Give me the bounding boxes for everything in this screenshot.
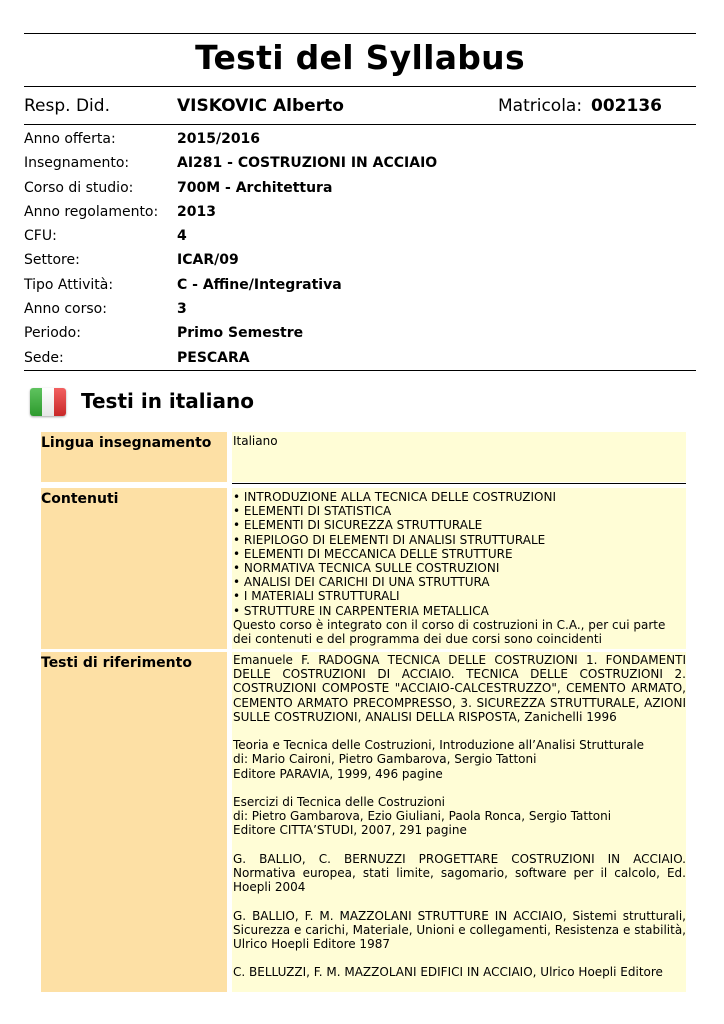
title-bottom-rule — [24, 86, 696, 87]
info-label: Corso di studio: — [24, 179, 134, 196]
contenuti-label — [41, 488, 227, 649]
matricola-label: Matricola: — [498, 96, 583, 116]
info-label: Anno regolamento: — [24, 203, 159, 220]
info-row — [24, 250, 696, 274]
testi-value-cell — [232, 652, 686, 992]
info-value: 3 — [177, 301, 187, 318]
info-row — [24, 178, 696, 202]
info-value: Primo Semestre — [177, 325, 304, 342]
reference-ballio-bernuzzi: G. BALLIO, C. BERNUZZI PROGETTARE COSTRUZIONI IN ACCIAIO. Normativa europea, stati limite, sagomario, software per il calcolo, Ed. Hoepli 2004 — [233, 851, 686, 895]
list-item: • I MATERIALI STRUTTURALI — [233, 589, 400, 604]
info-row — [24, 348, 696, 372]
info-value: 2015/2016 — [177, 131, 261, 147]
testi-label-text: Testi di riferimento — [41, 655, 192, 671]
reference-radogna: Emanuele F. RADOGNA TECNICA DELLE COSTRUZIONI 1. FONDAMENTI DELLE COSTRUZIONI DI ACCIAIO. TECNICA DELLE COSTRUZIONI 2. COSTRUZIONI COMPOSTE "ACCIAIO-CALCESTRUZZO", CEMENTO ARMATO, CEMENTO ARMATO PRECOMPRESSO, 3. SICUREZZA STRUTTURALE, AZIONI SULLE COSTRUZIONI, ANALISI DELLA RISPOSTA, Zanichelli 1996 — [233, 653, 686, 724]
info-row — [24, 202, 696, 226]
resp-bottom-rule — [24, 124, 696, 125]
lingua-label — [41, 432, 227, 482]
list-item: • RIEPILOGO DI ELEMENTI DI ANALISI STRUTTURALE — [233, 532, 546, 547]
list-item: • ELEMENTI DI SICUREZZA STRUTTURALE — [233, 518, 483, 533]
page-title: Testi del Syllabus — [195, 38, 525, 77]
info-row — [24, 153, 696, 177]
info-label: Anno offerta: — [24, 131, 116, 147]
info-value: PESCARA — [177, 349, 250, 366]
info-row — [24, 275, 696, 299]
info-row — [24, 226, 696, 250]
contenuti-label-text: Contenuti — [41, 491, 119, 507]
info-bottom-rule — [24, 370, 696, 371]
lingua-value: Italiano — [233, 434, 278, 448]
reference-caironi-editor: Editore PARAVIA, 1999, 496 pagine — [233, 766, 443, 781]
info-label: Insegnamento: — [24, 155, 130, 172]
info-label: CFU: — [24, 228, 57, 245]
info-value: 4 — [177, 228, 187, 245]
list-item: • INTRODUZIONE ALLA TECNICA DELLE COSTRUZIONI — [233, 490, 556, 504]
info-row — [24, 323, 696, 347]
info-value: 2013 — [177, 203, 216, 220]
list-item: • ANALISI DEI CARICHI DI UNA STRUTTURA — [233, 575, 490, 590]
list-item: • STRUTTURE IN CARPENTERIA METALLICA — [233, 603, 489, 618]
lingua-value-cell — [232, 432, 686, 482]
list-item: • ELEMENTI DI STATISTICA — [233, 504, 392, 519]
contenuti-value-cell — [232, 488, 686, 649]
info-label: Settore: — [24, 252, 80, 269]
info-row — [24, 299, 696, 323]
reference-caironi-title: Teoria e Tecnica delle Costruzioni, Introduzione all’Analisi Strutturale — [233, 738, 645, 753]
responsible-row — [24, 96, 696, 118]
lingua-label-text: Lingua insegnamento — [41, 435, 212, 451]
top-rule — [24, 33, 696, 34]
row-divider — [232, 483, 686, 484]
testi-label — [41, 652, 227, 992]
info-label: Tipo Attività: — [24, 276, 114, 293]
syllabus-table — [41, 432, 686, 992]
info-value: 700M - Architettura — [177, 179, 333, 196]
matricola-value: 002136 — [591, 96, 662, 116]
reference-gambarova-title: Esercizi di Tecnica delle Costruzioni — [233, 795, 446, 809]
info-value: AI281 - COSTRUZIONI IN ACCIAIO — [177, 155, 438, 172]
list-item: • ELEMENTI DI MECCANICA DELLE STRUTTURE — [233, 546, 513, 561]
info-value: ICAR/09 — [177, 252, 239, 269]
reference-gambarova-editor: Editore CITTA’STUDI, 2007, 291 pagine — [233, 823, 467, 838]
info-label: Anno corso: — [24, 301, 107, 318]
section-title: Testi in italiano — [81, 389, 254, 413]
list-item: • NORMATIVA TECNICA SULLE COSTRUZIONI — [233, 561, 500, 576]
contenuti-note: Questo corso è integrato con il corso di costruzioni in C.A., per cui parte dei contenuti e del programma dei due corsi sono coincidenti — [233, 617, 666, 647]
reference-caironi-authors: di: Mario Caironi, Pietro Gambarova, Sergio Tattoni — [233, 752, 537, 767]
italian-flag-icon — [30, 388, 66, 416]
reference-belluzzi-mazzolani: C. BELLUZZI, F. M. MAZZOLANI EDIFICI IN ACCIAIO, Ulrico Hoepli Editore — [233, 965, 663, 980]
info-label: Sede: — [24, 349, 64, 366]
info-value: C - Affine/Integrativa — [177, 276, 342, 293]
resp-value: VISKOVIC Alberto — [177, 96, 344, 116]
info-label: Periodo: — [24, 325, 81, 342]
resp-label: Resp. Did. — [24, 96, 110, 116]
course-info-list — [24, 129, 696, 372]
reference-gambarova-authors: di: Pietro Gambarova, Ezio Giuliani, Paola Ronca, Sergio Tattoni — [233, 809, 612, 824]
info-row — [24, 129, 696, 153]
reference-ballio-mazzolani: G. BALLIO, F. M. MAZZOLANI STRUTTURE IN ACCIAIO, Sistemi strutturali, Sicurezza e carichi, Materiale, Unioni e collegamenti, Resistenza e stabilità, Ulrico Hoepli Editore 1987 — [233, 908, 686, 951]
